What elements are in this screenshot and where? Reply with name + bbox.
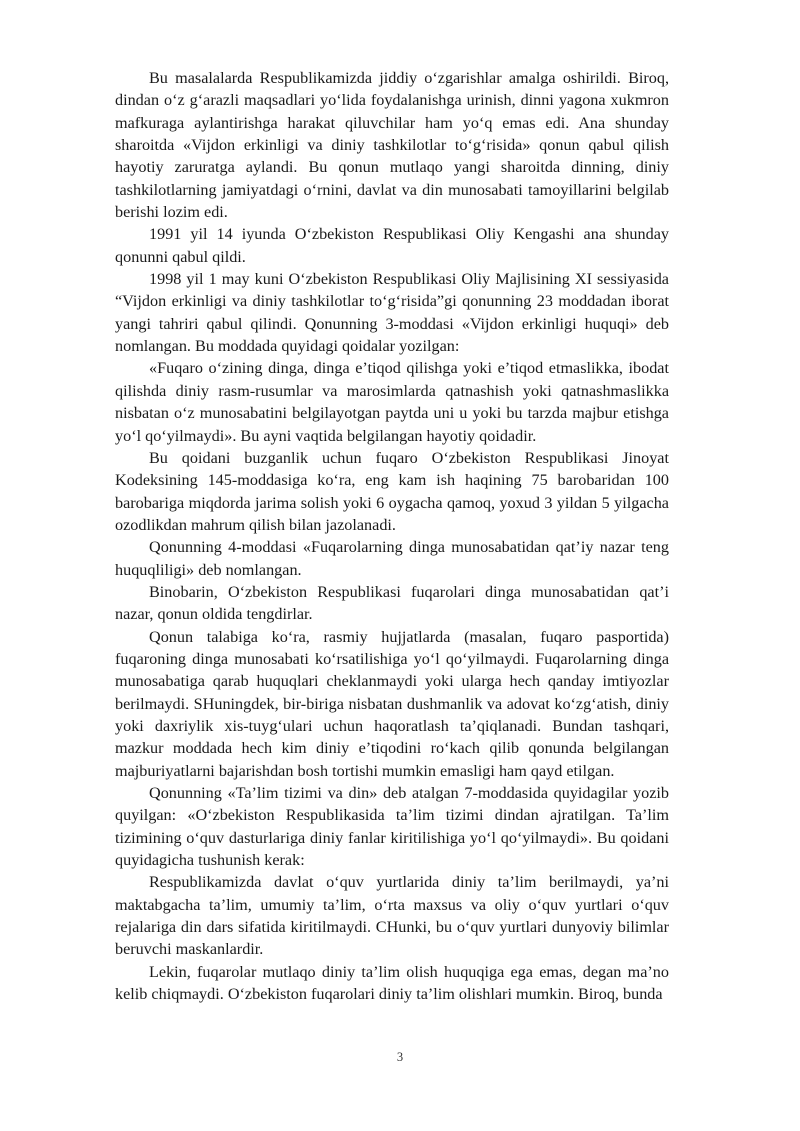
paragraph-5: Bu qoidani buzganlik uchun fuqaro O‘zbekiston Respublikasi Jinoyat Kodeksining 145-moddasiga ko‘ra, eng kam ish haqining 75 barobaridan 100 barobariga miqdorda jarima solish yoki 6 oygacha qamoq, yoxud 3 yildan 5 yilgacha ozodlikdan mahrum qilish bilan jazolanadi. [115,448,669,534]
paragraph-10: Respublikamizda davlat o‘quv yurtlarida diniy ta’lim berilmaydi, ya’ni maktabgacha ta’lim, umumiy ta’lim, o‘rta maxsus va oliy o‘quv yurtlari o‘quv rejalariga din dars sifatida kiritilmaydi. CHunki, bu o‘quv yurtlari dunyoviy bilimlar beruvchi maskanlardir. [115,873,669,959]
paragraph-4: «Fuqaro o‘zining dinga, dinga e’tiqod qilishga yoki e’tiqod etmaslikka, ibodat qilishda diniy rasm-rusumlar va marosimlarda qatnashish yoki qatnashmaslikka nisbatan o‘z munosabatini belgilayotgan paytda uni u yoki bu tarzda majbur etishga yo‘l qo‘yilmaydi». Bu ayni vaqtida belgilangan hayotiy qoidadir. [115,359,669,445]
paragraph-3: 1998 yil 1 may kuni O‘zbekiston Respublikasi Oliy Majlisining XI sessiyasida “Vijdon erkinligi va diniy tashkilotlar to‘g‘risida”gi qonunning 23 moddadan iborat yangi tahriri qabul qilindi. Qonunning 3-moddasi «Vijdon erkinligi huquqi» deb nomlangan. Bu moddada quyidagi qoidalar yozilgan: [115,270,669,356]
paragraph-9: Qonunning «Ta’lim tizimi va din» deb atalgan 7-moddasida quyidagilar yozib quyilgan: «O‘zbekiston Respublikasida ta’lim tizimi dindan ajratilgan. Ta’lim tizimining o‘quv dasturlariga diniy fanlar kiritilishiga yo‘l qo‘yilmaydi». Bu qoidani quyidagicha tushunish kerak: [115,784,669,870]
paragraph-11: Lekin, fuqarolar mutlaqo diniy ta’lim olish huquqiga ega emas, degan ma’no kelib chiqmaydi. O‘zbekiston fuqarolari diniy ta’lim olishlari mumkin. Biroq, bunda [115,962,669,1004]
paragraph-6: Qonunning 4-moddasi «Fuqarolarning dinga munosabatidan qat’iy nazar teng huquqliligi» deb nomlangan. [115,538,669,579]
paragraph-2: 1991 yil 14 iyunda O‘zbekiston Respublikasi Oliy Kengashi ana shunday qonunni qabul qildi. [115,225,669,266]
page-number: 3 [396,1050,404,1064]
document-body [115,67,669,1005]
paragraph-1: Bu masalalarda Respublikamizda jiddiy o‘zgarishlar amalga oshirildi. Biroq, dindan o‘z g‘arazli maqsadlari yo‘lida foydalanishga urinish, dinni yagona xukmron mafkuraga aylantirishga harakat qiluvchilar ham yo‘q emas edi. Ana shunday sharoitda «Vijdon erkinligi va diniy tashkilotlar to‘g‘risida» qonun qabul qilish hayotiy zaruratga aylandi. Bu qonun mutlaqo yangi sharoitda dinning, diniy tashkilotlarning jamiyatdagi o‘rnini, davlat va din munosabati tamoyillarini belgilab berishi lozim edi. [115,69,669,222]
paragraph-8: Qonun talabiga ko‘ra, rasmiy hujjatlarda (masalan, fuqaro pasportida) fuqaroning dinga munosabati ko‘rsatilishiga yo‘l qo‘yilmaydi. Fuqarolarning dinga munosabatiga qarab huquqlari cheklanmaydi yoki ularga hech qanday imtiyozlar berilmaydi. SHuningdek, bir-biriga nisbatan dushmanlik va adovat ko‘zg‘atish, diniy yoki daxriylik xis-tuyg‘ulari uchun haqoratlash ta’qiqlanadi. Bundan tashqari, mazkur moddada hech kim diniy e’tiqodini ro‘kach qilib qonunda belgilangan majburiyatlarni bajarishdan bosh tortishi mumkin emasligi ham qayd etilgan. [115,627,669,780]
paragraph-7: Binobarin, O‘zbekiston Respublikasi fuqarolari dinga munosabatidan qat’i nazar, qonun oldida tengdirlar. [115,582,669,624]
